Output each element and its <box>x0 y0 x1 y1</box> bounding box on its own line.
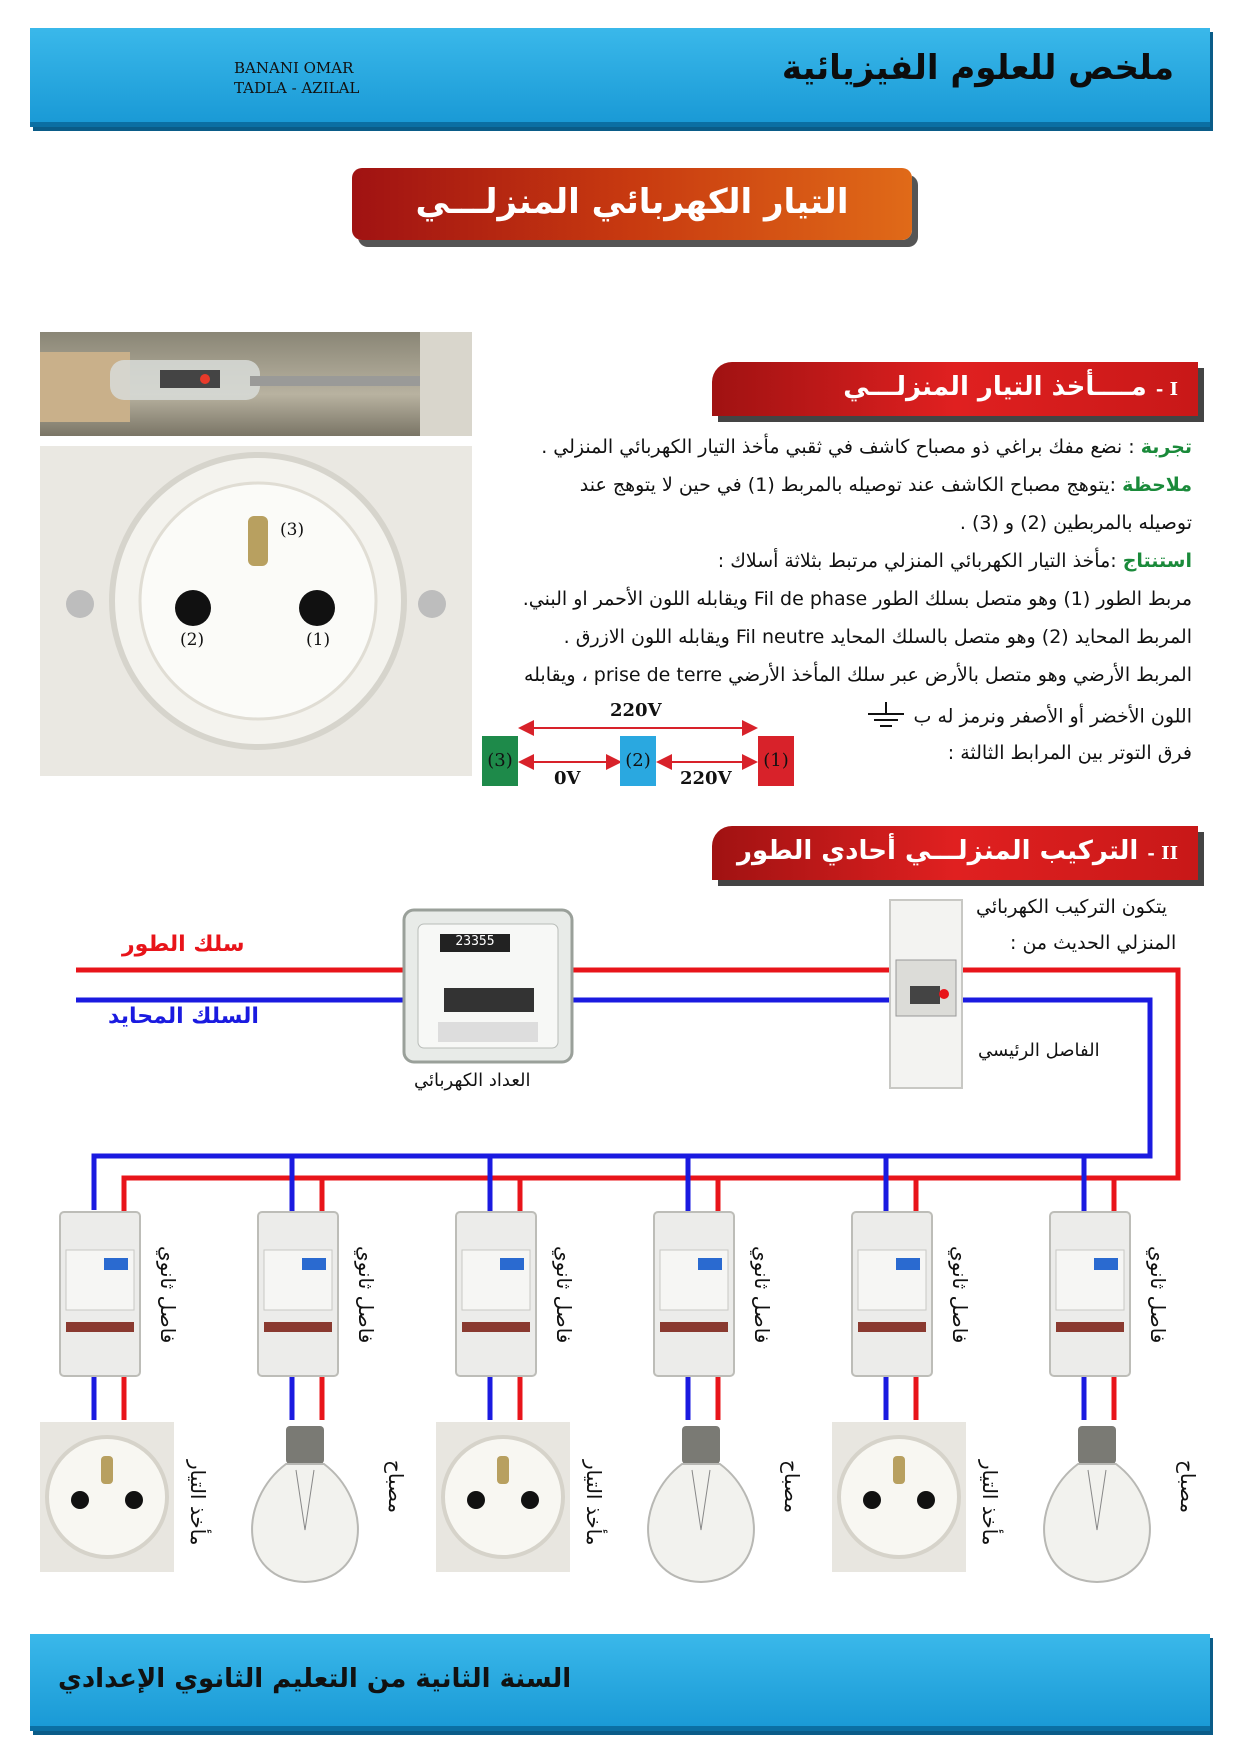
light-bulb-icon <box>648 1426 754 1582</box>
secondary-breaker-icon <box>654 1212 734 1376</box>
author-location: TADLA - AZILAL <box>234 79 360 97</box>
meter-label: العداد الكهربائي <box>414 1070 531 1091</box>
conclusion-line: استنتاج :مأخذ التيار الكهربائي المنزلي مرتبط بثلاثة أسلاك : <box>717 550 1192 572</box>
socket-label: مأخذ التيار <box>978 1460 1002 1546</box>
main-breaker-icon <box>890 900 962 1088</box>
footer-text: السنة الثانية من التعليم الثانوي الإعدادي <box>58 1664 572 1694</box>
neutral-wire-label: السلك المحايد <box>108 1004 259 1029</box>
observation-line-2: توصيله بالمربطين (2) و (3) . <box>959 512 1192 534</box>
secondary-breaker-label: فاصل ثانوي <box>1146 1246 1170 1344</box>
phase-terminal-line: مربط الطور (1) وهو متصل بسلك الطور Fil de phase ويقابله اللون الأحمر او البني. <box>522 588 1192 610</box>
power-socket-icon <box>40 1422 174 1572</box>
main-breaker-label: الفاصل الرئيسي <box>978 1040 1100 1061</box>
secondary-breaker-icon <box>258 1212 338 1376</box>
earth-color-line: اللون الأخضر أو الأصفر ونرمز له ب <box>432 702 1192 732</box>
terminal-box-2: (2) <box>620 736 656 786</box>
light-bulb-icon <box>252 1426 358 1582</box>
observation-line: ملاحظة :يتوهج مصباح الكاشف عند توصيله بالمربط (1) في حين لا يتوهج عند <box>579 474 1192 496</box>
author-name: BANANI OMAR <box>234 59 354 77</box>
secondary-breaker-icon <box>456 1212 536 1376</box>
neutral-terminal-line: المربط المحايد (2) وهو متصل بالسلك المحايد Fil neutre ويقابله اللون الازرق . <box>563 626 1192 648</box>
socket-label: مأخذ التيار <box>186 1460 210 1546</box>
lamp-label: مصباح <box>1176 1460 1200 1514</box>
header-title: ملخص للعلوم الفيزيائية <box>781 48 1174 88</box>
power-socket-icon <box>436 1422 570 1572</box>
intro-line-1: يتكون التركيب الكهربائي <box>976 896 1168 918</box>
voltage-line: فرق التوتر بين المرابط الثالثة : <box>947 742 1192 764</box>
socket-label-1: (1) <box>306 630 331 650</box>
secondary-breaker-icon <box>852 1212 932 1376</box>
voltage-bottom-right-label: 220V <box>680 768 732 789</box>
secondary-breaker-label: فاصل ثانوي <box>948 1246 972 1344</box>
secondary-breaker-label: فاصل ثانوي <box>750 1246 774 1344</box>
lamp-label: مصباح <box>780 1460 804 1514</box>
socket-label-3: (3) <box>280 520 305 540</box>
footer-bar <box>30 1634 1210 1731</box>
intro-line-2: المنزلي الحديث من : <box>1010 932 1177 954</box>
section2-number: II - <box>1147 843 1178 864</box>
secondary-breaker-label: فاصل ثانوي <box>354 1246 378 1344</box>
section1-number: I - <box>1155 379 1178 400</box>
voltage-bottom-left-label: 0V <box>554 768 581 789</box>
power-socket-icon <box>832 1422 966 1572</box>
secondary-breaker-icon <box>60 1212 140 1376</box>
socket-label-2: (2) <box>180 630 205 650</box>
light-bulb-icon <box>1044 1426 1150 1582</box>
section2-title: التركيب المنزلـــي أحادي الطور <box>736 836 1139 866</box>
section1-title: مــــأخذ التيار المنزلـــي <box>843 372 1147 402</box>
electric-meter-icon <box>404 910 572 1062</box>
main-title: التيار الكهربائي المنزلـــي <box>415 182 849 222</box>
socket-label: مأخذ التيار <box>582 1460 606 1546</box>
experiment-line: تجربة : نضع مفك براغي ذو مصباح كاشف في ثقبي مأخذ التيار الكهربائي المنزلي . <box>541 436 1192 458</box>
secondary-breaker-label: فاصل ثانوي <box>552 1246 576 1344</box>
terminal-box-3: (3) <box>482 736 518 786</box>
voltage-top-label: 220V <box>610 700 662 721</box>
lamp-label: مصباح <box>384 1460 408 1514</box>
earth-terminal-line: المربط الأرضي وهو متصل بالأرض عبر سلك المأخذ الأرضي prise de terre ، ويقابله <box>523 664 1192 686</box>
secondary-breaker-label: فاصل ثانوي <box>156 1246 180 1344</box>
meter-display: 23355 <box>455 934 495 949</box>
terminal-box-1: (1) <box>758 736 794 786</box>
phase-wire-label: سلك الطور <box>122 932 245 957</box>
secondary-breaker-icon <box>1050 1212 1130 1376</box>
